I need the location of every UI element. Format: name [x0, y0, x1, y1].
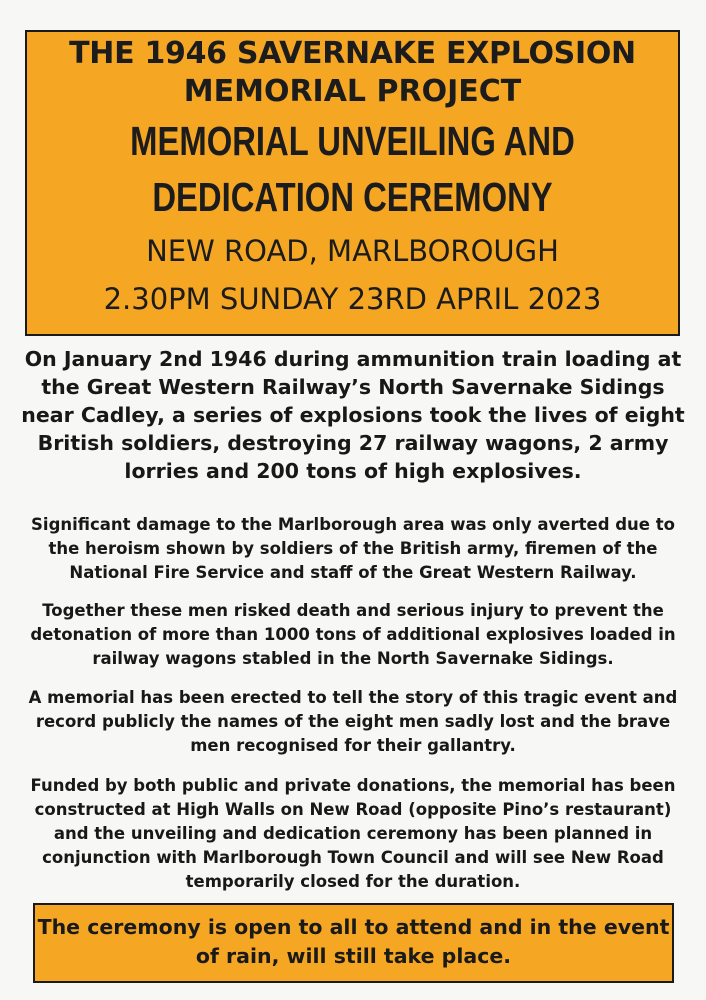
header-banner	[25, 30, 680, 336]
event-location: NEW ROAD, MARLBOROUGH	[146, 234, 559, 268]
funding-paragraph: Funded by both public and private donations, the memorial has been constructed at High Walls on New Road (opposite Pino’s restaurant) and the unveiling and dedication ceremony has been planned in conjunction with Marlborough Town Council and will see New Road temporarily closed for the duration.	[30, 776, 676, 891]
event-title-line-1: MEMORIAL UNVEILING AND	[130, 118, 575, 164]
damage-paragraph: Significant damage to the Marlborough area was only averted due to the heroism shown by soldiers of the British army, firemen of the National Fire Service and staff of the Great Western Railway.	[31, 515, 675, 582]
project-title-line-2: MEMORIAL PROJECT	[183, 74, 522, 109]
attendance-notice: The ceremony is open to all to attend and in the event of rain, will still take place.	[37, 915, 670, 968]
project-title-line-1: THE 1946 SAVERNAKE EXPLOSION	[69, 36, 636, 71]
intro-paragraph: On January 2nd 1946 during ammunition train loading at the Great Western Railway’s North Savernake Sidings near Cadley, a series of explosions took the lives of eight British soldiers, destroying 27 railway wagons, 2 army lorries and 200 tons of high explosives.	[21, 347, 685, 483]
footer-banner	[33, 903, 674, 983]
memorial-paragraph: A memorial has been erected to tell the story of this tragic event and record publicly the names of the eight men sadly lost and the brave men recognised for their gallantry.	[28, 688, 678, 755]
event-title-line-2: DEDICATION CEREMONY	[152, 174, 553, 220]
heroism-paragraph: Together these men risked death and serious injury to prevent the detonation of more than 1000 tons of additional explosives loaded in railway wagons stabled in the North Savernake Sidings.	[30, 601, 676, 668]
event-datetime: 2.30PM SUNDAY 23RD APRIL 2023	[103, 282, 602, 316]
